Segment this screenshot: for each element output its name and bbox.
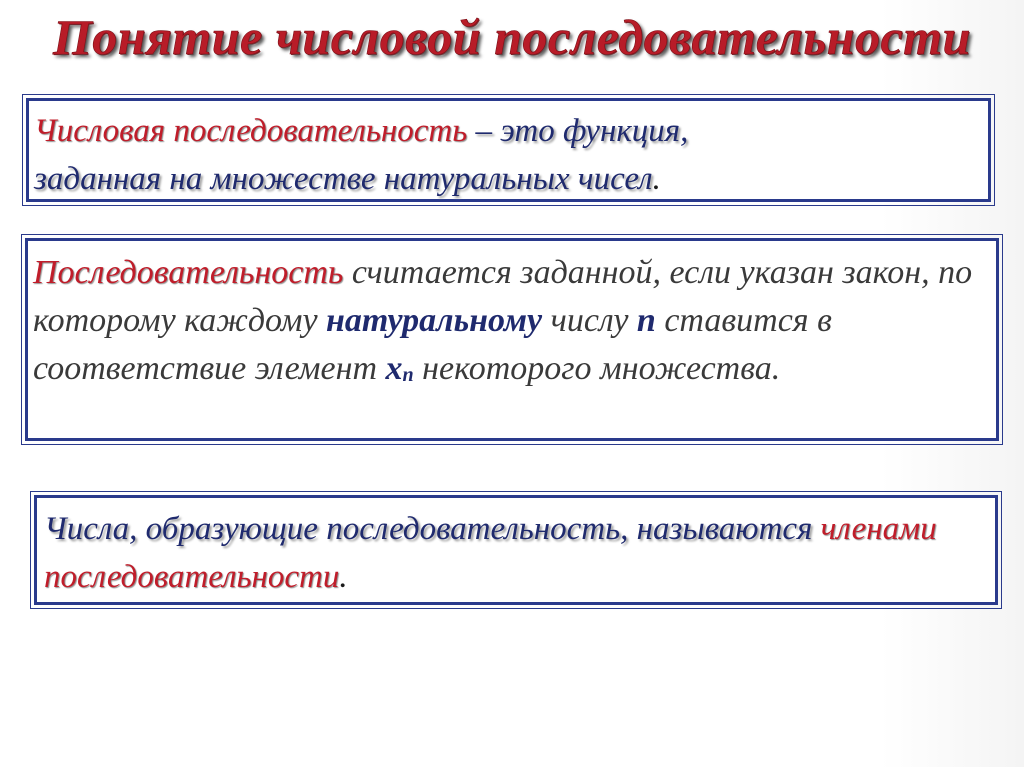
law-text-2: числу [542,302,637,339]
definition-line2: заданная на множестве натуральных чисел [34,161,653,197]
members-text [44,505,984,601]
element-x: x [385,350,403,387]
page-title: Понятие числовой последовательности [53,9,971,65]
sequence-law-text [33,249,988,399]
law-text-3: ставится в соответствие элемент [33,302,832,387]
members-period: . [339,559,348,595]
law-text-1: считается заданной, если указан закон, по которому каждому [33,254,973,339]
variable-n: n [636,302,656,339]
emph-natural: натуральному [326,302,543,339]
definition-period: . [652,161,661,197]
term-members: членами последовательности [44,511,937,595]
term-sequence: Последовательность [33,254,344,291]
element-x-subscript: n [402,364,414,386]
element-xn [386,350,414,387]
dash: – [467,113,501,149]
definition-text [34,107,974,203]
members-text-1: Числа, образующие последовательность, называются [44,511,821,547]
law-text-4: некоторого множества. [413,350,781,387]
definition-line1: это функция, [500,113,689,149]
term-numeric-sequence: Числовая последовательность [34,113,468,149]
